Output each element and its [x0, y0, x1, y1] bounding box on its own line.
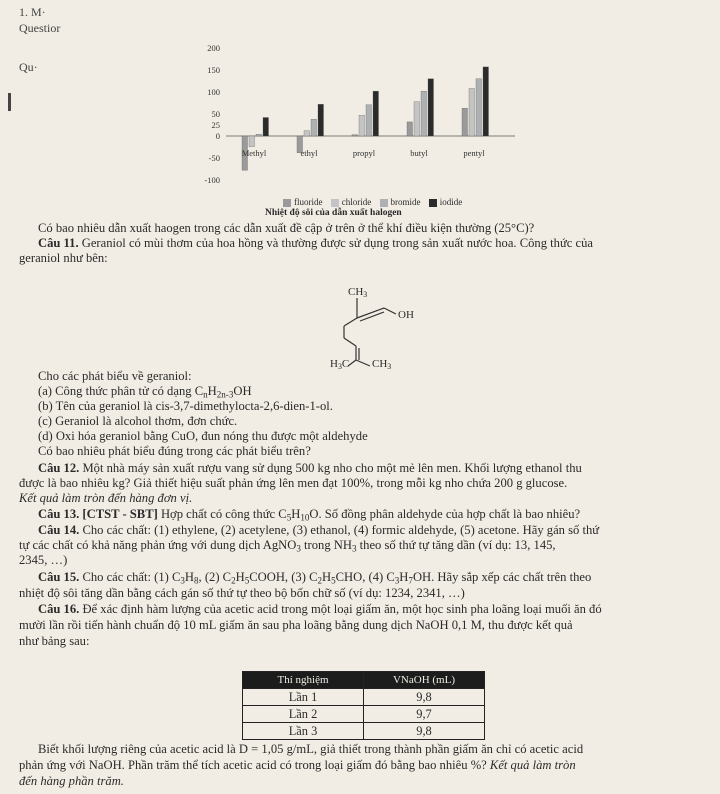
table-header-experiment: Thí nghiệm [243, 672, 364, 689]
struct-oh: OH [398, 309, 414, 321]
q12-line3: Kết quả làm tròn đến hàng đơn vị. [19, 491, 193, 505]
struct-ch3-bottom: $CH_3$ [372, 358, 392, 371]
q14-line3: 2345, …) [19, 553, 68, 567]
q16-after2 [19, 758, 576, 773]
table-row [243, 723, 485, 740]
bar-iodide-propyl [373, 91, 379, 136]
q16-line3: như bảng sau: [19, 634, 90, 648]
table-row [243, 706, 485, 723]
y-tick-label: 50 [211, 109, 220, 119]
bar-iodide-pentyl [483, 67, 489, 136]
table-cell: 9,7 [364, 706, 485, 723]
chart-title: Nhiệt độ sôi của dẫn xuất halogen [265, 208, 402, 218]
stmt-a-text: (a) Công thức phân tử có dạng C [38, 384, 204, 398]
q14-text: Cho các chất: (1) ethylene, (2) acetylene, (3) ethanol, (4) formic aldehyde, (5) acetone. Hãy gán số thứ [79, 523, 600, 537]
q14-part-c: theo số thứ tự tăng dần (ví dụ: 13, 145, [356, 538, 556, 552]
chart-legend [283, 197, 462, 207]
q16-text: Để xác định hàm lượng của acetic acid trong một loại giấm ăn, một học sinh pha loãng loại muối ăn đó [79, 602, 602, 616]
question-label: Questior [19, 21, 61, 35]
bar-bromide-propyl [366, 105, 372, 136]
q16-title: Câu 16. [38, 602, 80, 616]
bar-iodide-ethyl [318, 104, 324, 136]
legend-swatch [429, 199, 437, 207]
boiling-point-chart [190, 40, 520, 200]
x-category-label: Methyl [241, 147, 267, 158]
bar-bromide-butyl [421, 91, 427, 136]
legend-swatch [283, 199, 291, 207]
y-tick-label: -50 [208, 153, 220, 163]
label-h: H [330, 358, 338, 370]
q11-line1 [38, 236, 593, 251]
q16-after2-italic: Kết quả làm tròn [489, 758, 576, 772]
table-row [243, 689, 485, 706]
label-ch: CH [372, 358, 388, 370]
y-tick-label: 100 [207, 87, 220, 97]
table-cell: Lần 1 [243, 689, 364, 706]
statements-question: Có bao nhiêu phát biểu đúng trong các phát biểu trên? [38, 444, 311, 458]
table-cell: Lần 3 [243, 723, 364, 740]
y-tick-label: -100 [204, 175, 220, 185]
legend-item-fluoride [283, 197, 323, 207]
x-category-label: ethyl [300, 147, 318, 158]
q13-line: Câu 13. [CTST - SBT] Hợp chất có công thức $C_5H_{10}O$. Số đồng phân aldehyde của hợp chất là bao nhiêu? [38, 507, 581, 523]
bar-chloride-butyl [414, 102, 420, 136]
legend-item-iodide [423, 197, 463, 207]
bar-chloride-propyl [359, 115, 365, 136]
titration-table [242, 671, 485, 740]
legend-item-bromide [374, 197, 421, 207]
q11-title: Câu 11. [38, 236, 79, 250]
label-ch: CH [348, 286, 364, 298]
y-tick-label: 0 [215, 131, 220, 141]
legend-label: iodide [439, 197, 463, 207]
x-category-label: propyl [352, 147, 376, 158]
q15-d: COOH, (3) C [249, 570, 318, 584]
q12-title: Câu 12. [38, 461, 80, 475]
bar-fluoride-pentyl [462, 108, 468, 136]
table-header-volume: VNaOH (mL) [364, 672, 485, 689]
bar-bromide-ethyl [311, 119, 317, 136]
question-sub-label: Qu· [19, 60, 38, 74]
table-cell: 9,8 [364, 723, 485, 740]
q14-part-a: tự các chất có khả năng phản ứng với dung dịch AgNO [19, 538, 297, 552]
bar-chloride-pentyl [469, 88, 475, 136]
q16-after1: Biết khối lượng riêng của acetic acid là D = 1,05 g/mL, giả thiết trong thành phần giấm ăn chỉ có acetic acid [38, 742, 584, 756]
y-tick-label: 25 [211, 120, 220, 130]
q15-line2: nhiệt độ sôi tăng dần bằng cách gán số thứ tự theo bộ bốn chữ số (ví dụ: 1234, 2341, …) [19, 586, 465, 600]
bar-iodide-Methyl [263, 118, 269, 136]
q16-line1 [38, 602, 602, 617]
q15-f: OH. Hãy sắp xếp các chất trên theo [412, 570, 592, 584]
sub-n: n [203, 389, 208, 400]
q16-line2: mười lần rồi tiến hành chuẩn độ 10 mL giấm ăn sau pha loãng bằng dung dịch NaOH 0,1 M, thu được kết quả [19, 618, 573, 632]
q15-title: Câu 15. [38, 570, 80, 584]
stmt-a-end: OH [233, 384, 252, 398]
bar-chloride-Methyl [249, 136, 255, 147]
q15-e: CHO, (4) C [335, 570, 395, 584]
bar-fluoride-propyl [352, 135, 358, 136]
q12-line1 [38, 461, 582, 476]
legend-item-chloride [325, 197, 372, 207]
q15-a: Cho các chất: (1) C [79, 570, 181, 584]
table-cell: Lần 2 [243, 706, 364, 723]
q11-line2: geraniol như bên: [19, 251, 108, 265]
q14-part-b: trong NH [300, 538, 352, 552]
q13-tail: O. Số đồng phân aldehyde của hợp chất là bao nhiêu? [309, 507, 581, 521]
margin-mark [8, 93, 11, 111]
statement-d: (d) Oxi hóa geraniol bằng CuO, đun nóng thu được một aldehyde [38, 429, 368, 443]
statement-b: (b) Tên của geraniol là cis-3,7-dimethylocta-2,6-dien-1-ol. [38, 399, 333, 413]
y-tick-label: 200 [207, 43, 220, 53]
q14-line1 [38, 523, 599, 538]
table-cell: 9,8 [364, 689, 485, 706]
q15-b: H [184, 570, 195, 584]
q16-after2-text: phản ứng với NaOH. Phần trăm thể tích acetic acid có trong loại giấm đó bằng bao nhiêu %? [19, 758, 490, 772]
legend-label: chloride [341, 197, 372, 207]
q14-title: Câu 14. [38, 523, 80, 537]
q12-line2: được là bao nhiêu kg? Giả thiết hiệu suất phản ứng lên men đạt 100%, trong mỗi kg nho chứa 200 g glucose. [19, 476, 568, 490]
table-header-row [243, 672, 485, 689]
q14-line2: tự các chất có khả năng phản ứng với dung dịch AgNO$_3$ trong $NH_3$ theo số thứ tự tăng dần (ví dụ: 13, 145, [19, 538, 556, 554]
legend-label: bromide [390, 197, 421, 207]
q13-title: Câu 13. [CTST - SBT] [38, 507, 158, 521]
bar-fluoride-butyl [407, 122, 413, 136]
q15-line1: Câu 15. Cho các chất: (1) $C_3H_8$, (2) $C_2H_5COOH$, (3) $C_2H_5CHO$, (4) $C_3H_7OH$. Hãy sắp xếp các chất trên theo [38, 570, 592, 586]
q15-c: , (2) C [198, 570, 232, 584]
q16-after3: đến hàng phần trăm. [19, 774, 124, 788]
y-tick-label: 150 [207, 65, 220, 75]
bar-bromide-pentyl [476, 79, 482, 136]
q11-text: Geraniol có mùi thơm của hoa hồng và thường được sử dụng trong sản xuất nước hoa. Công thức của [78, 236, 593, 250]
q10-text: Có bao nhiêu dẫn xuất haogen trong các dẫn xuất đề cập ở trên ở thể khí điều kiện thường (25°C)? [38, 221, 535, 235]
sub-2n-3: 2n-3 [216, 389, 234, 400]
legend-swatch [331, 199, 339, 207]
q13-text: Hợp chất có công thức C [157, 507, 287, 521]
legend-swatch [380, 199, 388, 207]
bar-iodide-butyl [428, 79, 434, 136]
question-number: 1. M· [19, 5, 46, 19]
bar-bromide-Methyl [256, 134, 262, 136]
stmt-a-h: H [207, 384, 217, 398]
struct-h3c: $H_3C$ [330, 358, 350, 371]
x-category-label: butyl [410, 147, 428, 158]
statement-c: (c) Geraniol là alcohol thơm, đơn chức. [38, 414, 238, 428]
struct-ch3-top: $CH_3$ [348, 286, 368, 299]
q12-text: Một nhà máy sản xuất rượu vang sử dụng 500 kg nho cho một mẻ lên men. Khối lượng ethanol thu [79, 461, 582, 475]
bar-chloride-ethyl [304, 131, 310, 136]
statements-intro: Cho các phát biểu về geraniol: [38, 369, 192, 383]
x-category-label: pentyl [463, 147, 485, 158]
legend-label: fluoride [294, 197, 323, 207]
